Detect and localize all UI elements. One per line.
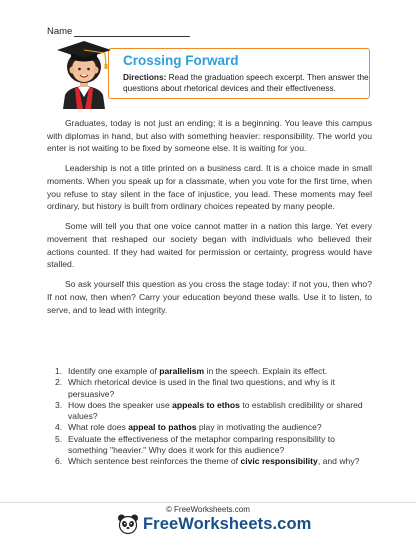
question-item <box>55 422 375 433</box>
name-field <box>47 26 190 37</box>
copyright <box>0 505 416 514</box>
question-text: Which rhetorical device is used in the final two questions, and why is it persuasive? <box>68 377 336 399</box>
passage-paragraph: Graduates, today is not just an ending; it is a beginning. You leave this campus with diplomas in hand, but also with something heavier: responsibility. The world you enter is not waiting to be fixed by someone else. It is waiting for you. <box>47 118 372 154</box>
footer-divider <box>0 502 416 503</box>
question-text: How does the speaker use appeals to ethos to establish credibility or shared values? <box>68 399 363 422</box>
brand-logo[interactable] <box>117 514 311 534</box>
copyright-link[interactable]: FreeWorksheets.com <box>174 505 250 514</box>
question-text: What role does appeal to pathos play in motivating the audience? <box>68 422 322 433</box>
directions-text: Read the graduation speech excerpt. Then answer the questions about rhetorical devices and their effectiveness. <box>123 72 369 94</box>
passage-paragraph: So ask yourself this question as you cross the stage today: if not you, then who? If not now, then when? Carry your education beyond these walls. Use it to listen, to serve, and to lead with integrity. <box>47 279 372 315</box>
name-label: Name <box>47 26 73 37</box>
question-text: Which sentence best reinforces the theme of civic responsibility, and why? <box>68 456 360 467</box>
question-item <box>55 400 375 423</box>
directions <box>123 72 369 95</box>
worksheet-title: Crossing Forward <box>123 53 239 68</box>
question-item <box>55 456 375 467</box>
question-number: 6. <box>55 456 63 467</box>
speech-passage <box>47 117 372 324</box>
question-number: 1. <box>55 366 63 376</box>
question-number: 2. <box>55 377 63 388</box>
question-item <box>55 434 375 457</box>
question-list <box>55 366 375 468</box>
passage-paragraph: Some will tell you that one voice cannot matter in a nation this large. Yet every movement that reshaped our society began with individuals who believed their actions counted. If they had waited for permission or certainty, progress would have stalled. <box>47 221 372 270</box>
passage-paragraph: Leadership is not a title printed on a business card. It is a choice made in small moments. When you speak up for a classmate, when you vote for the first time, when you refuse to stay silent in the face of injustice, you lead. These moments may feel ordinary, but history is built from ordinary choices repeated by many people. <box>47 163 372 212</box>
question-number: 3. <box>55 399 63 410</box>
question-text: Evaluate the effectiveness of the metaphor comparing responsibility to something "heavier." Why does it work for this audience? <box>68 433 335 456</box>
graduate-illustration <box>53 37 115 109</box>
panda-logo-icon <box>117 514 139 534</box>
directions-label: Directions: <box>123 72 167 82</box>
brand-text: FreeWorksheets.com <box>143 514 312 533</box>
question-number: 4. <box>55 422 63 433</box>
copyright-symbol: © <box>166 505 173 514</box>
question-text: Identify one example of parallelism in the speech. Explain its effect. <box>68 366 328 376</box>
question-number: 5. <box>55 433 63 444</box>
question-item <box>55 377 375 400</box>
name-blank-line[interactable] <box>74 28 190 37</box>
question-item <box>55 366 375 377</box>
